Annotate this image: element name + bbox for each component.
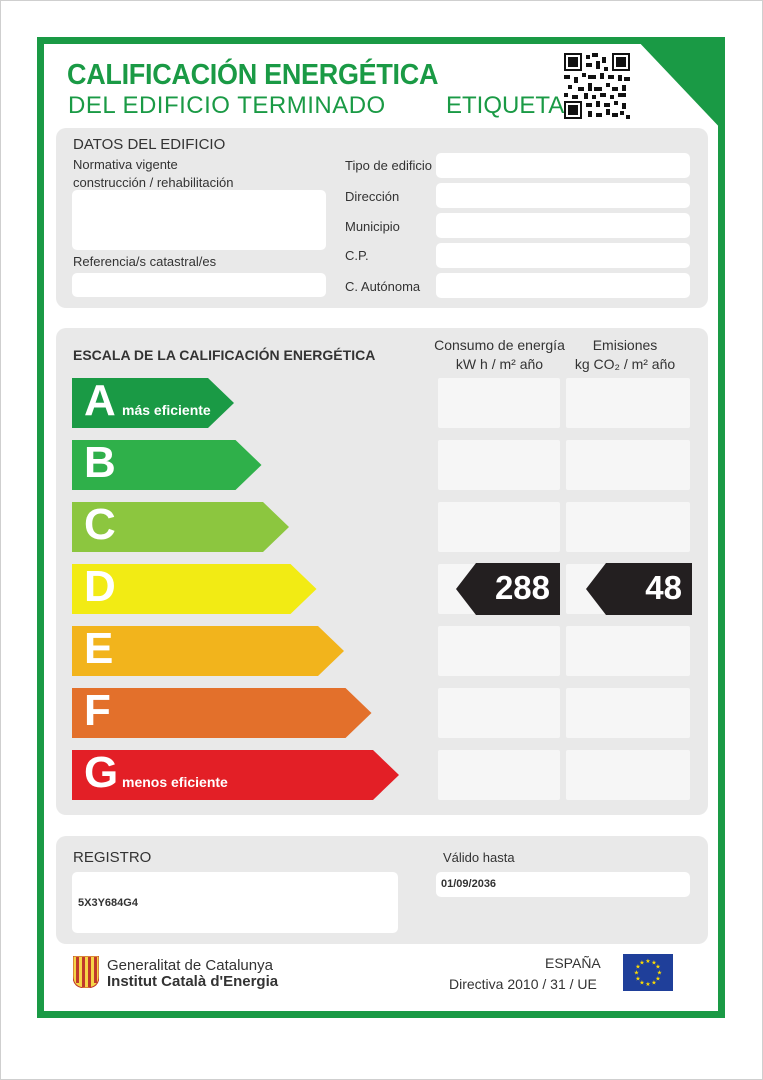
emisiones-header-line2: kg CO₂ / m² año xyxy=(574,356,676,372)
svg-text:★: ★ xyxy=(651,959,657,967)
normativa-label: Normativa vigente xyxy=(73,157,178,172)
rating-arrow-f xyxy=(72,688,372,738)
consumo-header xyxy=(432,337,567,372)
consumo-indicator xyxy=(456,563,560,613)
svg-text:★: ★ xyxy=(635,975,641,983)
rating-letter: G xyxy=(84,748,119,797)
svg-text:★: ★ xyxy=(655,963,661,971)
referencia-field[interactable] xyxy=(72,273,326,297)
cp-field[interactable] xyxy=(436,243,690,268)
rating-bar-e xyxy=(72,626,344,676)
consumo-value: 288 xyxy=(494,569,550,606)
emisiones-header xyxy=(560,337,690,372)
rating-bar-f xyxy=(72,688,372,738)
rating-bar-c xyxy=(72,502,289,552)
emisiones-cell-g xyxy=(566,750,690,800)
normativa-label-2: construcción / rehabilitación xyxy=(73,175,234,190)
emisiones-cell-e xyxy=(566,626,690,676)
svg-text:★: ★ xyxy=(639,959,645,967)
rating-letter: A xyxy=(84,376,116,425)
consumo-header-line2: kW h / m² año xyxy=(455,356,544,372)
rating-bar-d xyxy=(72,564,317,614)
tipo-edificio-field[interactable] xyxy=(436,153,690,178)
building-section-title: DATOS DEL EDIFICIO xyxy=(73,136,226,153)
direccion-label: Dirección xyxy=(345,189,400,204)
corner-fold xyxy=(634,37,726,135)
emisiones-cell-a xyxy=(566,378,690,428)
org-institute: Institut Català d'Energia xyxy=(107,973,279,990)
svg-text:★: ★ xyxy=(645,958,651,965)
etiqueta-label: ETIQUETA xyxy=(446,92,565,119)
rating-letter: F xyxy=(84,686,111,735)
consumo-cell-e xyxy=(438,626,560,676)
scale-section-title: ESCALA DE LA CALIFICACIÓN ENERGÉTICA xyxy=(73,347,376,363)
consumo-header-line1: Consumo de energía xyxy=(434,337,565,353)
consumo-cell-g xyxy=(438,750,560,800)
registro-value: 5X3Y684G4 xyxy=(78,897,138,909)
emisiones-cell-f xyxy=(566,688,690,738)
consumo-cell-b xyxy=(438,440,560,490)
emisiones-indicator xyxy=(586,563,692,613)
valido-value: 01/09/2036 xyxy=(441,878,497,890)
municipio-label: Municipio xyxy=(345,219,400,234)
rating-letter: C xyxy=(84,500,116,549)
consumo-cell-f xyxy=(438,688,560,738)
emisiones-value: 48 xyxy=(645,569,682,606)
municipio-field[interactable] xyxy=(436,213,690,238)
direccion-field[interactable] xyxy=(436,183,690,208)
rating-subtitle: menos eficiente xyxy=(122,774,228,790)
consumo-cell-c xyxy=(438,502,560,552)
autonoma-field[interactable] xyxy=(436,273,690,298)
rating-letter: B xyxy=(84,438,116,487)
consumo-cell-a xyxy=(438,378,560,428)
title-line-1: CALIFICACIÓN ENERGÉTICA xyxy=(67,59,439,91)
rating-subtitle: más eficiente xyxy=(122,402,211,418)
valido-label: Válido hasta xyxy=(443,850,515,865)
svg-text:★: ★ xyxy=(651,979,657,987)
directive-label: Directiva 2010 / 31 / UE xyxy=(449,976,597,992)
tipo-edificio-label: Tipo de edificio xyxy=(345,158,432,173)
normativa-field[interactable] xyxy=(72,190,326,250)
country-label: ESPAÑA xyxy=(545,955,601,971)
referencia-label: Referencia/s catastral/es xyxy=(73,254,217,269)
svg-text:★: ★ xyxy=(633,969,640,977)
cp-label: C.P. xyxy=(345,248,369,263)
emisiones-header-line1: Emisiones xyxy=(592,337,658,353)
eu-flag-icon xyxy=(623,954,673,991)
emisiones-cell-b xyxy=(566,440,690,490)
rating-letter: D xyxy=(84,562,116,611)
svg-text:★: ★ xyxy=(639,979,645,987)
emisiones-cell-c xyxy=(566,502,690,552)
rating-bar-a xyxy=(72,378,234,428)
svg-text:★: ★ xyxy=(655,975,661,983)
svg-text:★: ★ xyxy=(656,969,663,977)
title-line-2: DEL EDIFICIO TERMINADO xyxy=(68,92,386,119)
rating-bar-b xyxy=(72,440,262,490)
org-name: Generalitat de Catalunya xyxy=(107,957,273,974)
rating-letter: E xyxy=(84,624,114,673)
svg-text:★: ★ xyxy=(645,981,651,988)
registro-label: REGISTRO xyxy=(73,849,152,866)
svg-text:★: ★ xyxy=(635,963,641,971)
qr-code-icon[interactable] xyxy=(564,53,630,119)
rating-bar-g xyxy=(72,750,399,800)
autonoma-label: C. Autónoma xyxy=(345,279,421,294)
catalonia-flag-icon xyxy=(73,956,99,988)
